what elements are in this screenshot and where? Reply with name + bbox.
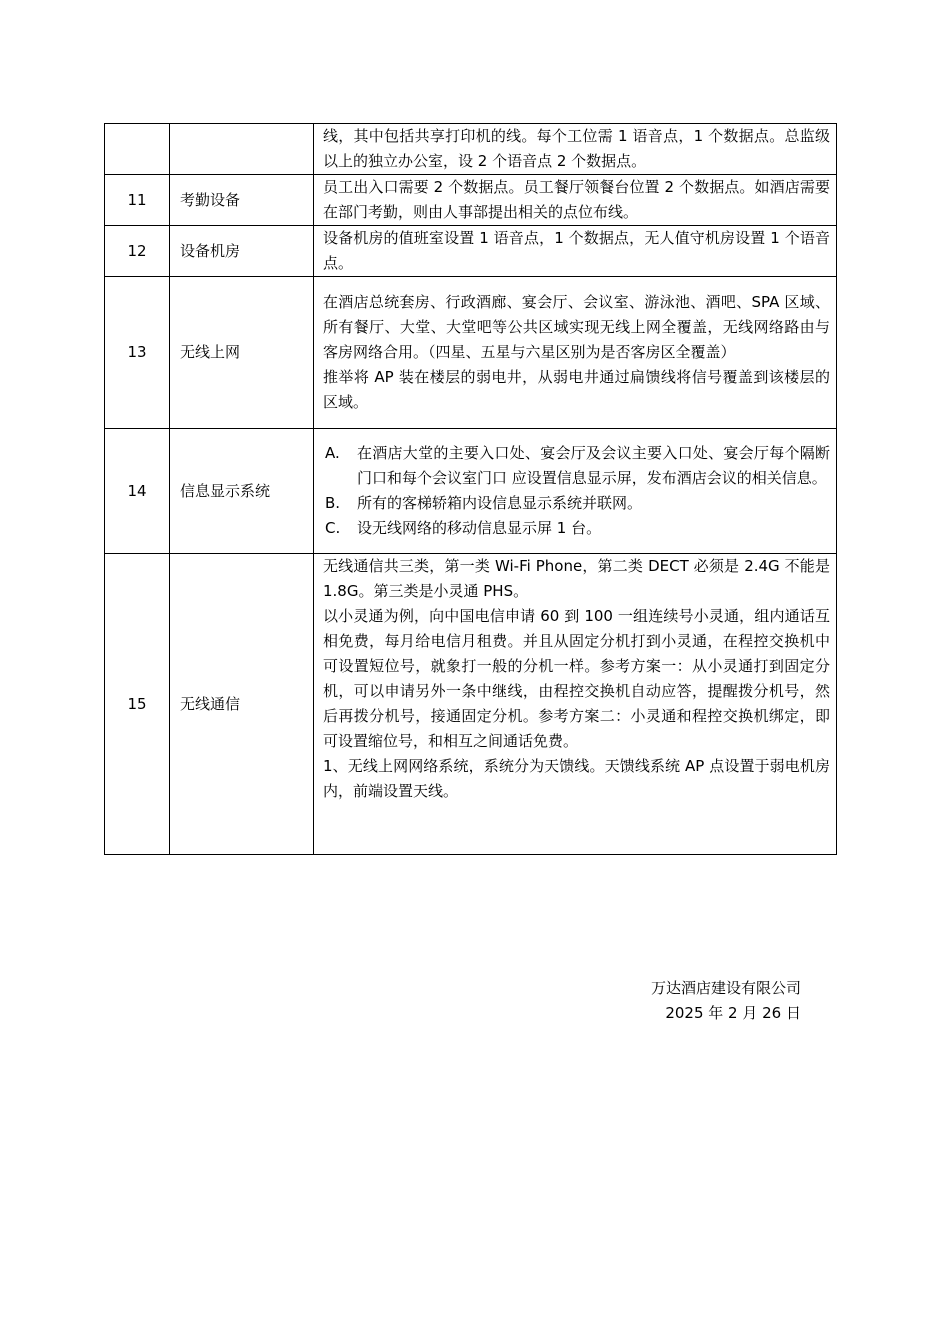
list-item-text: 所有的客梯轿箱内设信息显示系统并联网。 — [357, 494, 643, 512]
row-item-name: 无线通信 — [170, 554, 314, 855]
description-paragraph: 在酒店总统套房、行政酒廊、宴会厅、会议室、游泳池、酒吧、SPA 区域、所有餐厅、大堂、大堂吧等公共区域实现无线上网全覆盖，无线网络路由与客房网络合用。（四星、五星与六星区别为是否客房区全覆盖） — [323, 293, 830, 361]
row-item-name — [170, 124, 314, 175]
row-number: 11 — [105, 175, 170, 226]
row-item-name: 设备机房 — [170, 226, 314, 277]
description-paragraph: 设备机房的值班室设置 1 语音点，1 个数据点，无人值守机房设置 1 个语音点。 — [323, 229, 830, 272]
row-description — [314, 226, 837, 277]
row-number: 15 — [105, 554, 170, 855]
row-description — [314, 124, 837, 175]
description-paragraph: 推举将 AP 装在楼层的弱电井，从弱电井通过扁馈线将信号覆盖到该楼层的区域。 — [323, 368, 830, 411]
table-row — [105, 429, 837, 554]
list-item-text: 设无线网络的移动信息显示屏 1 台。 — [357, 519, 602, 537]
description-paragraph: 1、无线上网网络系统，系统分为天馈线。天馈线系统 AP 点设置于弱电机房内，前端设置天线。 — [323, 757, 830, 800]
signature-block — [651, 976, 801, 1026]
row-description — [314, 175, 837, 226]
spec-table — [104, 123, 837, 855]
list-item — [323, 441, 830, 491]
list-marker: A. — [325, 444, 340, 462]
description-paragraph: 无线通信共三类，第一类 Wi-Fi Phone，第二类 DECT 必须是 2.4G 不能是 1.8G。第三类是小灵通 PHS。 — [323, 557, 830, 600]
row-description — [314, 429, 837, 554]
list-item — [323, 516, 830, 541]
row-number — [105, 124, 170, 175]
description-paragraph: 以小灵通为例，向中国电信申请 60 到 100 一组连续号小灵通，组内通话互相免费，每月给电信月租费。并且从固定分机打到小灵通，在程控交换机中可设置短位号，就象打一般的分机一样。参考方案一：从小灵通打到固定分机，可以申请另外一条中继线，由程控交换机自动应答，提醒拨分机号，然后再拨分机号，接通固定分机。参考方案二：小灵通和程控交换机绑定，即可设置缩位号，和相互之间通话免费。 — [323, 607, 830, 750]
row-number: 13 — [105, 277, 170, 429]
table-row — [105, 124, 837, 175]
table-row — [105, 226, 837, 277]
row-item-name: 信息显示系统 — [170, 429, 314, 554]
row-number: 12 — [105, 226, 170, 277]
list-marker: C. — [325, 519, 341, 537]
list-item-text: 在酒店大堂的主要入口处、宴会厅及会议主要入口处、宴会厅每个隔断门口和每个会议室门口 应设置信息显示屏，发布酒店会议的相关信息。 — [357, 444, 830, 487]
description-paragraph: 员工出入口需要 2 个数据点。员工餐厅领餐台位置 2 个数据点。如酒店需要在部门考勤，则由人事部提出相关的点位布线。 — [323, 178, 830, 221]
row-item-name: 无线上网 — [170, 277, 314, 429]
row-item-name: 考勤设备 — [170, 175, 314, 226]
company-name: 万达酒店建设有限公司 — [650, 979, 801, 997]
description-paragraph: 线，其中包括共享打印机的线。每个工位需 1 语音点，1 个数据点。总监级以上的独立办公室，设 2 个语音点 2 个数据点。 — [323, 127, 830, 170]
signature-date: 2025 年 2 月 26 日 — [665, 1004, 801, 1022]
table-row — [105, 277, 837, 429]
table-row — [105, 175, 837, 226]
row-description — [314, 277, 837, 429]
row-number: 14 — [105, 429, 170, 554]
table-row — [105, 554, 837, 855]
list-item — [323, 491, 830, 516]
list-marker: B. — [325, 494, 341, 512]
row-description — [314, 554, 837, 855]
